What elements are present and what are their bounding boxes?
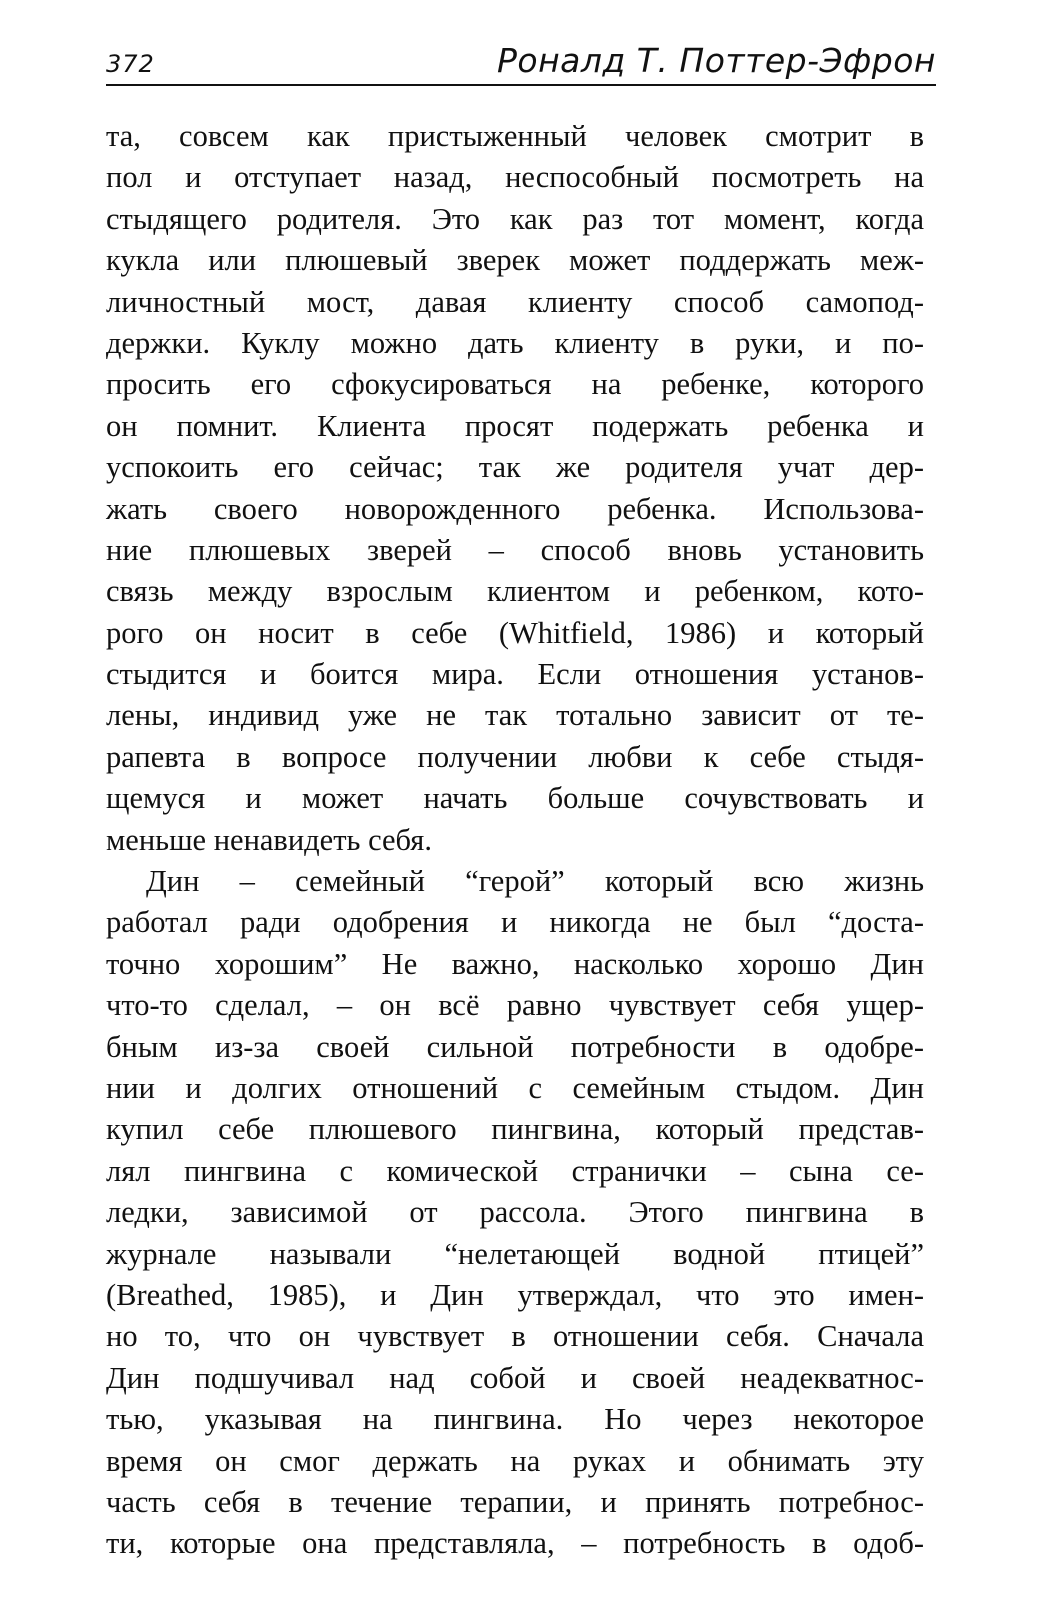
text-line: журнале называли “нелетающей водной птицей” <box>106 1236 924 1271</box>
text-line: часть себя в течение терапии, и принять потребнос- <box>106 1484 924 1519</box>
text-line: ние плюшевых зверей – способ вновь установить <box>106 532 924 567</box>
text-line: Дин – семейный “герой” который всю жизнь <box>146 864 924 899</box>
text-line: ледки, зависимой от рассола. Этого пингвина в <box>106 1195 924 1230</box>
text-line: он помнит. Клиента просят подержать ребенка и <box>106 408 924 443</box>
text-line: пол и отступает назад, неспособный посмотреть на <box>106 160 924 195</box>
running-head <box>106 40 936 86</box>
text-line: стыдится и боится мира. Если отношения установ- <box>106 657 924 692</box>
text-line: просить его сфокусироваться на ребенке, которого <box>106 367 924 402</box>
text-line: работал ради одобрения и никогда не был “доста- <box>106 905 924 940</box>
text-line: лял пингвина с комической странички – сына се- <box>106 1153 924 1188</box>
text-line: тью, указывая на пингвина. Но через некоторое <box>106 1402 924 1437</box>
text-line: время он смог держать на руках и обнимать эту <box>106 1443 924 1478</box>
text-line: стыдящего родителя. Это как раз тот момент, когда <box>106 201 924 236</box>
page-number: 372 <box>106 50 155 78</box>
text-line: что-то сделал, – он всё равно чувствует себя ущер- <box>106 988 924 1023</box>
text-line: Дин подшучивал над собой и своей неадекватнос- <box>106 1360 924 1395</box>
text-line: рапевта в вопросе получении любви к себе стыдя- <box>106 739 924 774</box>
paragraph-1 <box>106 116 924 861</box>
body-text <box>106 116 924 1565</box>
text-line: бным из-за своей сильной потребности в одобре- <box>106 1029 924 1064</box>
text-line: жать своего новорожденного ребенка. Использова- <box>106 491 924 526</box>
text-line: меньше ненавидеть себя. <box>106 822 432 857</box>
text-line: щемуся и может начать больше сочувствовать и <box>106 781 924 816</box>
text-line: (Breathed, 1985), и Дин утверждал, что это имен- <box>106 1277 924 1312</box>
text-line: точно хорошим” Не важно, насколько хорошо Дин <box>106 946 924 981</box>
text-line: лены, индивид уже не так тотально зависит от те- <box>106 698 924 733</box>
text-line: купил себе плюшевого пингвина, который представ- <box>106 1112 924 1147</box>
text-line: кукла или плюшевый зверек может поддержать меж- <box>106 243 924 278</box>
text-line: рого он носит в себе (Whitfield, 1986) и который <box>106 615 924 650</box>
running-title: Роналд Т. Поттер-Эфрон <box>496 41 936 80</box>
text-line: личностный мост, давая клиенту способ самопод- <box>106 284 924 319</box>
text-line: но то, что он чувствует в отношении себя. Сначала <box>106 1319 924 1354</box>
paragraph-2 <box>106 861 924 1565</box>
text-line: держки. Куклу можно дать клиенту в руки, и по- <box>106 325 924 360</box>
text-line: связь между взрослым клиентом и ребенком, кото- <box>106 574 924 609</box>
text-line: ти, которые она представляла, – потребность в одоб- <box>106 1526 924 1561</box>
text-line: та, совсем как пристыженный человек смотрит в <box>106 119 924 153</box>
text-line: нии и долгих отношений с семейным стыдом. Дин <box>106 1070 924 1105</box>
text-line: успокоить его сейчас; так же родителя учат дер- <box>106 450 924 485</box>
